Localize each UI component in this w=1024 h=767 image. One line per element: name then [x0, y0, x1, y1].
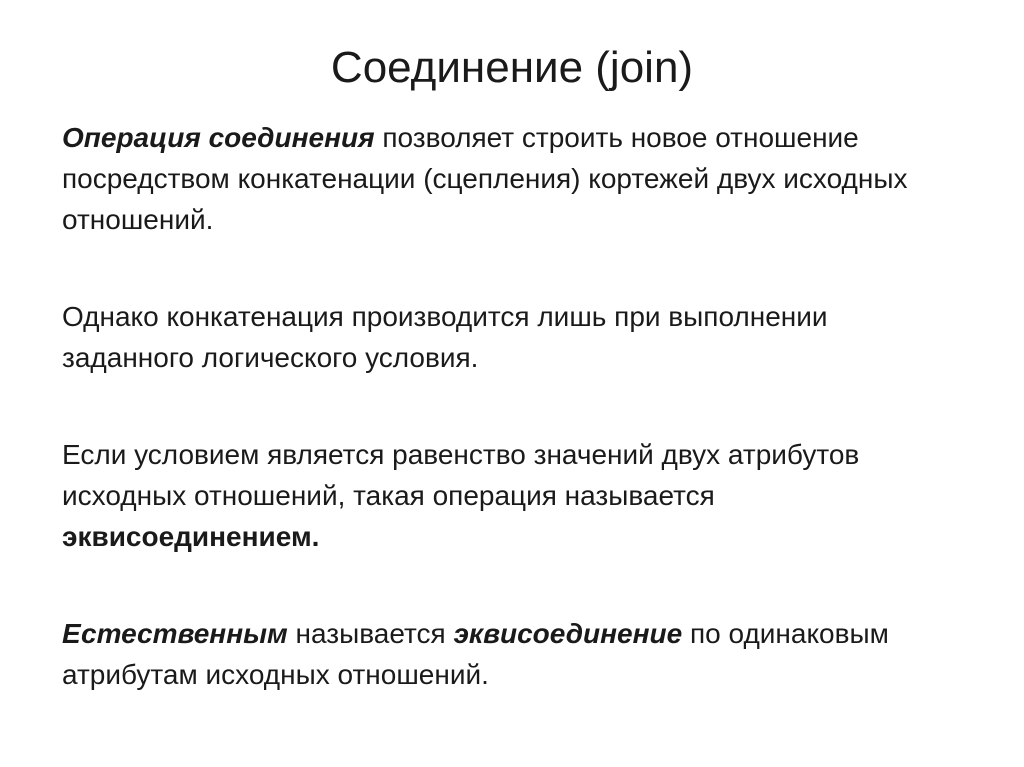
paragraph-join-definition [62, 117, 962, 240]
paragraph-text: позволяет строить новое отношение посредством конкатенации (сцепления) кортежей двух исходных отношений. [62, 122, 908, 235]
term-join-operation: Операция соединения [62, 122, 375, 153]
paragraph-text: Однако конкатенация производится лишь при выполнении заданного логического условия. [62, 301, 828, 373]
paragraph-natural-join [62, 613, 962, 695]
paragraph-text: по одинаковым атрибутам исходных отношений. [62, 618, 889, 690]
paragraph-condition [62, 296, 962, 378]
slide-title: Соединение (join) [330, 43, 694, 92]
paragraph-text: Если условием является равенство значений двух атрибутов исходных отношений, такая операция называется [62, 439, 860, 511]
paragraph-equijoin [62, 434, 962, 557]
term-equijoin: эквисоединением. [62, 521, 320, 552]
slide-body [62, 117, 962, 695]
term-equijoin-italic: эквисоединение [453, 618, 683, 649]
paragraph-text: называется [287, 618, 454, 649]
term-natural: Естественным [62, 618, 288, 649]
